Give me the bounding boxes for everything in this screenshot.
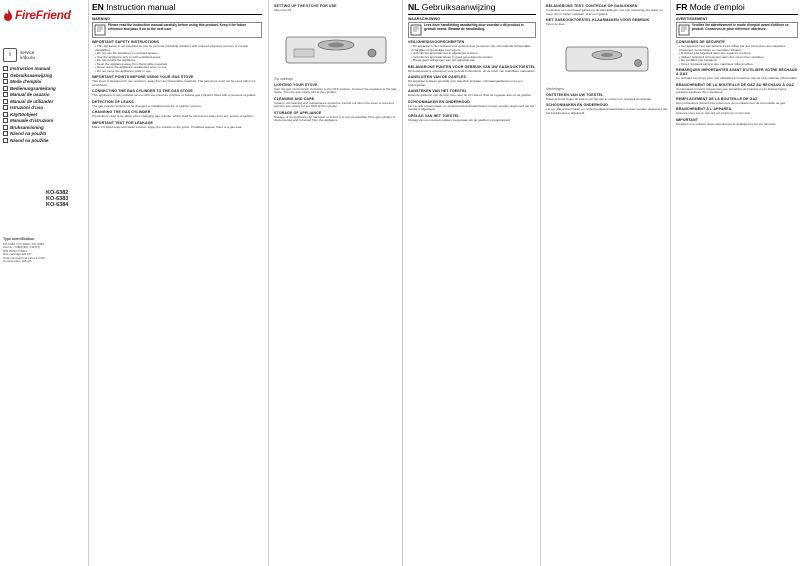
stove-illustration: [280, 15, 392, 75]
fr-heading: FR Mode d'emploi: [676, 2, 798, 15]
en-detection-head: DETECTION OF LEAKS: [92, 99, 134, 104]
manual-item: Bruksanvisning: [3, 125, 85, 130]
nl-lighting2-head: ONTSTEKEN VAN UW TOESTEL: [546, 92, 604, 97]
en-image-caption: Top markings: [274, 76, 294, 81]
nl-warning-box: Lees deze handleiding aandachtig door voordat u dit product in gebruik neemt. Bewaar de handleiding.: [408, 22, 536, 38]
checkbox-icon: [3, 138, 8, 143]
manual-item: Manual de utilizador: [3, 99, 85, 104]
checkbox-icon: [3, 99, 8, 104]
manual-item: Istruzioni d'uso: [3, 105, 85, 110]
manual-item: Návod na použití: [3, 131, 85, 136]
nl-heading: NL Gebruiksaanwijzing: [408, 2, 536, 15]
service-sub: ir/do.eu: [20, 55, 36, 60]
manual-item: Bedienungsanleitung: [3, 86, 85, 91]
nl-safety-list: • Dit apparaat is niet bedoeld voor gebruik door personen met verminderde lichamelijke, zintuiglijke of geestelijke vermogens. • Gebruik het apparaat niet in afgesloten ruimten. • Gebruik het apparaat alleen in goed geventileerde ruimten. • Breng geen wijzigingen aan het apparaat aan.: [408, 45, 536, 63]
manual-item: Manual de usuario: [3, 92, 85, 97]
en-column-continued: SETTING UP THE STOVE FOR USE Open the lid. Top markings LIGHTING YOUR STOVE Turn the gas control knob clockwise to the OFF position. Connect the regulator to the gas bottle. Turn the gas supply ON at the cylinder. CLEANING AND CARE Caution: All cleaning and maintenance should be carried out when the stove is cool and with the gas supply turned OFF at the cylinder. STORAGE OF APPLIANCE Storage of an appliance (for transport or indoors) is only permissible if the gas cylinder is disconnected and removed from the appliance.: [274, 4, 397, 122]
read-manual-icon: [94, 24, 106, 36]
fr-connect2-head: BRANCHEMENT À L'APPAREIL: [676, 107, 733, 111]
nl-warning-head: WAARSCHUWING: [408, 17, 441, 21]
read-manual-icon: [678, 24, 690, 36]
manual-item: Návod na použitie: [3, 138, 85, 143]
en-warning-box: Please read the instruction manual carefully before using this product. Keep it for future reference and pass it on to the next user.: [92, 22, 262, 38]
fr-safety-list: • Cet appareil n'est pas destiné à être utilisé par des personnes aux capacités physiques, sensorielles ou mentales réduites. • N'utilisez pas l'appareil dans des espaces confinés. • Utilisez l'appareil uniquement dans des zones bien ventilées. • Ne modifiez pas l'appareil. • Tenez l'appareil éloigné des matériaux inflammables.: [676, 45, 798, 66]
en-before-head: IMPORTANT POINTS BEFORE USING YOUR GAS STOVE: [92, 75, 194, 79]
manual-item: Käyttöohjeet: [3, 112, 85, 117]
manual-item: Gebruiksaanwijzing: [3, 73, 85, 78]
en-change-head: CHANGING THE GAS CYLINDER: [92, 110, 151, 114]
checkbox-icon: [3, 92, 8, 97]
rating-title: Type identification: [3, 237, 35, 241]
service-label: service: [20, 50, 35, 55]
service-icon: i: [3, 48, 17, 62]
nl-setup-head: HET GASKOOKTOESTEL KLAARMAKEN VOOR GEBRUIK: [546, 18, 650, 22]
checkbox-icon: [3, 79, 8, 84]
brand-logo: [3, 8, 85, 22]
read-manual-icon: [410, 24, 422, 36]
checkbox-icon: [3, 66, 8, 71]
manual-item: Instruction manual: [3, 66, 85, 71]
fr-connect-head: BRANCHEMENT DE LA BOUTEILLE DE GAZ AU RÉCHAUD À GAZ: [676, 82, 795, 87]
nl-safety-head: VEILIGHEIDSVOORSCHRIFTEN: [408, 40, 465, 44]
manual-list: [3, 66, 85, 143]
en-safety-head: IMPORTANT SAFETY INSTRUCTIONS: [92, 40, 160, 44]
nl-check-head: BELANGRIJKE TEST: CONTROLE OP GASLEKKEN: [546, 4, 638, 8]
service-badge: [3, 48, 85, 62]
en-cleaning-head: CLEANING AND CARE: [274, 96, 315, 101]
fr-safety-head: CONSIGNES DE SÉCURITÉ: [676, 40, 725, 44]
flame-icon: [3, 9, 13, 21]
model-numbers: KO-6382 KO-6383 KO-6384: [46, 190, 69, 209]
en-safety-list: • This appliance is not intended for use by persons (including children) with reduced physical, sensory or mental capabilities. • Do not use the appliance in confined spaces. • Use the appliance only in well ventilated areas. • Do not modify the appliance. • Keep the appliance away from flammable materials. • Never leave the appliance unattended when in use. • Do not move the appliance while in use.: [92, 45, 262, 73]
en-connect-head: CONNECTING THE GAS CYLINDER TO THE GAS STOVE: [92, 89, 193, 93]
en-heading: EN Instruction manual: [92, 2, 262, 15]
column-divider: [540, 0, 541, 566]
fr-warning-head: AVERTISSEMENT: [676, 17, 708, 21]
brand-name: FireFriend: [15, 8, 71, 22]
manual-item: Mode d'emploi: [3, 79, 85, 84]
checkbox-icon: [3, 105, 8, 110]
nl-connect-head: AANSLUITEN VAN DE GASFLES: [408, 75, 466, 79]
nl-storage-head: OPSLAG VAN HET TOESTEL: [408, 113, 460, 118]
checkbox-icon: [3, 112, 8, 117]
en-column: EN Instruction manual WARNING Please read the instruction manual carefully before using this product. Keep it for future reference and pass it on to the next user. IMPORTANT SAFETY INSTRUCTIONS • This appliance is not intended for use by persons (including children) with reduced physical, sensory or mental capabilities. • Do not use the appliance in confined spaces. • Use the appliance only in well ventilated areas. • Do not modify the appliance. • Keep the appliance away from flammable materials. • Never leave the appliance unattended when in use. • Do not move the appliance while in use. IMPORTANT POINTS BEFORE USING YOUR GAS STOVE This stove is designed for use outdoors, away from any flammable materials. The gas stove must not be used without a windshield. CONNECTING THE GAS CYLINDER TO THE GAS STOVE This appliance is only suitable for use with low pressure propane or butane gas cylinders fitted with a pressure regulator. DETECTION OF LEAKS The gas cylinder should not be changed or installed near fire or ignition sources. CHANGING THE GAS CYLINDER Precautions need to be taken when changing gas cylinder, which shall be carried out away from any source of ignition. IMPORTANT TEST FOR LEAKAGE Make 1:3 liquid soap and water solution. Apply the solution to the joints. If bubbles appear, there is a gas leak.: [88, 0, 266, 566]
checkbox-icon: [3, 125, 8, 130]
checkbox-icon: [3, 131, 8, 136]
manual-item: Manuale d'istruzioni: [3, 118, 85, 123]
en-storage-head: STORAGE OF APPLIANCE: [274, 110, 322, 115]
fr-column: FR Mode d'emploi AVERTISSEMENT Veuillez lire attentivement le mode d'emploi avant d'utiliser ce produit. Conservez-le pour référence ultérieure. CONSIGNES DE SÉCURITÉ • Cet appareil n'est pas destiné à être utilisé par des personnes aux capacités physiques, sensorielles ou mentales réduites. • N'utilisez pas l'appareil dans des espaces confinés. • Utilisez l'appareil uniquement dans des zones bien ventilées. • Ne modifiez pas l'appareil. • Tenez l'appareil éloigné des matériaux inflammables. REMARQUES IMPORTANTES AVANT D'UTILISER VOTRE RÉCHAUD À GAZ Ce réchaud est conçu pour une utilisation à l'extérieur, loin de tout matériau inflammable. BRANCHEMENT DE LA BOUTEILLE DE GAZ AU RÉCHAUD À GAZ Cet appareil convient uniquement aux bouteilles de propane ou de butane basse pression équipées d'un régulateur. REMPLACEMENT DE LA BOUTEILLE DE GAZ Des précautions doivent être prises lors du remplacement de la bouteille de gaz. BRANCHEMENT À L'APPAREIL Assurez-vous que le raccord est propre et en bon état. IMPORTANT Préparez une solution d'eau savonneuse et appliquez-la sur les raccords.: [672, 0, 802, 566]
checkbox-icon: [3, 86, 8, 91]
fr-warning-box: Veuillez lire attentivement le mode d'emploi avant d'utiliser ce produit. Conservez-le pour référence ultérieure.: [676, 22, 798, 38]
en-lighting-head: LIGHTING YOUR STOVE: [274, 82, 318, 87]
en-setup-head: SETTING UP THE STOVE FOR USE: [274, 4, 337, 8]
nl-column-continued: BELANGRIJKE TEST: CONTROLE OP GASLEKKEN Controleer een eventueel gaslek op de aansluitingen met een oplossing van water en zeep. Als er bellen ontstaan, is er een gaslek. HET GASKOOKTOESTEL KLAARMAKEN VOOR GEBRUIK Open de klep. Markeringen ONTSTEKEN VAN UW TOESTEL Draai de knop tegen de klok in om het gas te openen en ontsteek de brander. SCHOONMAKEN EN ONDERHOUD Let op: alle schoonmaak- en onderhoudswerkzaamheden moeten worden uitgevoerd als het kooktoestel is afgekoeld.: [546, 4, 668, 115]
nl-clean2-head: SCHOONMAKEN EN ONDERHOUD: [546, 103, 608, 107]
column-divider: [402, 0, 403, 566]
column-divider: [670, 0, 671, 566]
nl-before-head: BELANGRIJKE PUNTEN VOOR GEBRUIK VAN UW GASKOOKTOESTEL: [408, 64, 536, 69]
stove-illustration: [562, 29, 652, 85]
checkbox-icon: [3, 73, 8, 78]
nl-cleaning-head: SCHOONMAKEN EN ONDERHOUD: [408, 99, 470, 104]
fr-test-head: IMPORTANT: [676, 117, 698, 122]
cover-column: [0, 0, 88, 566]
checkbox-icon: [3, 118, 8, 123]
rating-plate: Type identification KO-6382 / KO-6383 / KO-6384 Cat I3+ / I3B/P(30) / I3P(37) PIN 2531CT-0001 Gas cartridge EN 417 Total nominal heat input 2.3 kW Consumption 165 g/h: [3, 238, 85, 264]
nl-column: NL Gebruiksaanwijzing WAARSCHUWING Lees deze handleiding aandachtig door voordat u dit product in gebruik neemt. Bewaar de handleiding. VEILIGHEIDSVOORSCHRIFTEN • Dit apparaat is niet bedoeld voor gebruik door personen met verminderde lichamelijke, zintuiglijke of geestelijke vermogens. • Gebruik het apparaat niet in afgesloten ruimten. • Gebruik het apparaat alleen in goed geventileerde ruimten. • Breng geen wijzigingen aan het apparaat aan. BELANGRIJKE PUNTEN VOOR GEBRUIK VAN UW GASKOOKTOESTEL Dit kooktoestel is ontworpen voor gebruik buitenshuis, uit de buurt van brandbare materialen. AANSLUITEN VAN DE GASFLES Dit apparaat is alleen geschikt voor lagedruk propaan- of butaangasflessen met een drukregelaar. AANSTEKEN VAN HET TOESTEL Draai de gasknop met de klok mee naar de UIT-stand. Sluit de regelaar aan op de gasfles. SCHOONMAKEN EN ONDERHOUD Let op: alle schoonmaak- en onderhoudswerkzaamheden moeten worden uitgevoerd als het toestel is afgekoeld. OPSLAG VAN HET TOESTEL Opslag van een toestel is alleen toegestaan als de gasfles is losgekoppeld.: [404, 0, 540, 566]
en-warning-head: WARNING: [92, 17, 111, 21]
column-divider: [268, 0, 269, 566]
nl-lighting-head: AANSTEKEN VAN HET TOESTEL: [408, 89, 467, 93]
fr-before-head: REMARQUES IMPORTANTES AVANT D'UTILISER VOTRE RÉCHAUD À GAZ: [676, 68, 798, 76]
en-tips-head: IMPORTANT TEST FOR LEAKAGE: [92, 120, 154, 125]
nl-image-caption: Markeringen: [546, 86, 564, 91]
fr-change-head: REMPLACEMENT DE LA BOUTEILLE DE GAZ: [676, 96, 758, 101]
